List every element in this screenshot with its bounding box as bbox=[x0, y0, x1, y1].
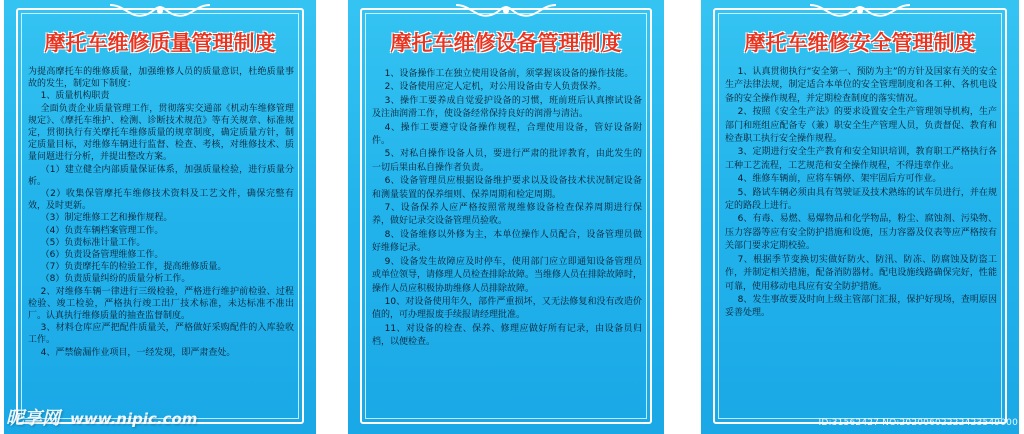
regulation-board-quality bbox=[4, 0, 316, 434]
paragraph: 6、设备管理员应根据设备维护要求以及设备技术状况制定设备和测量装置的保养细则、保养周期和检定周期。 bbox=[372, 176, 642, 200]
paragraph: 8、发生事故要及时向上级主管部门汇报，保护好现场，查明原因妥善处理。 bbox=[725, 294, 997, 319]
regulation-board-equipment bbox=[348, 0, 664, 434]
paragraph: 3、定期进行安全生产教育和安全知识培训，教育职工严格执行各工种工艺流程，工艺规范和安全操作规程，不得违章作业。 bbox=[725, 147, 997, 171]
board-title: 摩托车维修设备管理制度 bbox=[390, 30, 622, 55]
paragraph: （7）负责摩托车的检验工作，提高维修质量。 bbox=[40, 262, 227, 273]
paragraph: 8、设备维修以外修为主，本单位操作人员配合，设备管理员做好维修记录。 bbox=[372, 229, 642, 254]
paragraph: 2、按照《安全生产法》的要求设置安全生产管理领导机构，生产部门和班组应配备专（兼）职安全生产管理人员，负责督促、教育和检查职工执行安全操作规程。 bbox=[725, 107, 997, 145]
paragraph: 5、路试车辆必须由具有驾驶证及技术熟练的试车员进行，并在规定的路段上进行。 bbox=[725, 187, 997, 212]
regulation-board-safety bbox=[701, 0, 1019, 434]
board-title: 摩托车维修质量管理制度 bbox=[44, 30, 276, 55]
paragraph: （8）负责质量纠纷的质量分析工作。 bbox=[40, 274, 191, 285]
paragraph: 5、对私自操作设备人员，要进行严肃的批评教育，由此发生的一切后果由私自操作者负责。 bbox=[372, 149, 642, 173]
watermark-url: www.nipic.com bbox=[70, 410, 198, 428]
scroll-ornament-icon bbox=[105, 1, 215, 23]
paragraph: 11、对设备的检查、保养、修理应做好所有记录，由设备员归档，以便检查。 bbox=[372, 323, 642, 348]
site-watermark bbox=[6, 404, 197, 430]
board-body bbox=[372, 68, 642, 412]
image-id-label: ID:31562427 NO:20200602222423549000 bbox=[818, 418, 1018, 428]
paragraph: 4、操作工要遵守设备操作规程，合理使用设备，管好设备附件。 bbox=[372, 122, 642, 147]
paragraph: 2、对维修车辆一律进行三级检验，严格进行维护前检验、过程检验、竣工检验，严格执行竣工出厂技术标准，未达标准不准出厂。认真执行维修质量的抽查监督制度。 bbox=[28, 286, 294, 322]
paragraph: 7、设备保养人应严格按照常规维修设备检查保养周期进行保养，做好记录交设备管理员验收。 bbox=[372, 203, 642, 227]
scroll-ornament-icon bbox=[451, 1, 561, 23]
paragraph: 3、操作工要养成自觉爱护设备的习惯，班前班后认真擦试设备及注油润滑工作，使设备经常保持良好的润滑与清洁。 bbox=[372, 95, 642, 120]
paragraph: 1、认真贯彻执行“安全第一、预防为主”的方针及国家有关的安全生产法律法规，制定适合本单位的安全管理制度和各工种、各机电设备的安全操作规程，并定期检查制度的落实情况。 bbox=[725, 67, 997, 104]
paragraph: 为提高摩托车的维修质量，加强维修人员的质量意识，杜绝质量事故的发生，制定如下制度： bbox=[28, 67, 294, 90]
paragraph: 6、有毒、易燃、易爆物品和化学物品，粉尘、腐蚀剂、污染物、压力容器等应有安全防护措施和设施，压力容器及仪表等应严格按有关部门要求定期校验。 bbox=[725, 214, 997, 252]
paragraph: （3）制定维修工艺和操作规程。 bbox=[40, 213, 173, 224]
board-title: 摩托车维修安全管理制度 bbox=[744, 30, 976, 55]
paragraph: 7、根据季节变换切实做好防火、防汛、防冻、防腐蚀及防盗工作，并制定相关措施，配备消防器材。配电设施线路确保完好，性能可靠，使用移动电具应有安全防护措施。 bbox=[725, 254, 997, 292]
board-body bbox=[28, 66, 294, 408]
paragraph: 4、维修车辆前，应将车辆停、架牢固后方可作业。 bbox=[737, 174, 942, 185]
board-body bbox=[725, 66, 997, 412]
paragraph: （1）建立健全内部质量保证体系，加强质量检验，进行质量分析。 bbox=[28, 164, 294, 187]
paragraph: 4、严禁偷漏作业项目，一经发现，即严肃查处。 bbox=[40, 347, 236, 358]
paragraph: （6）负责设备管理维修工作。 bbox=[40, 250, 164, 261]
paragraph: （2）收集保管摩托车维修技术资料及工艺文件，确保完整有效，及时更新。 bbox=[28, 189, 294, 212]
watermark-brand: 昵享网 bbox=[6, 408, 60, 429]
paragraph: （5）负责标准计量工作。 bbox=[40, 237, 146, 248]
paragraph: 3、材料仓库应严把配件质量关，严格做好采购配件的入库验收工作。 bbox=[28, 323, 294, 346]
paragraph: 1、设备操作工在独立使用设备前，须掌握该设备的操作技能。 bbox=[384, 69, 634, 79]
paragraph: 1、质量机构职责 bbox=[40, 91, 110, 102]
paragraph: 全面负责企业质量管理工作，贯彻落实交通部《机动车维修管理规定》、《摩托车维护、检测、诊断技术规范》等有关规章、标准规定，贯彻执行有关摩托车维修质量的规章制度，确定质量方针，制定质量目标，对维修车辆进行监督、检查、考核，对维修技术、质量问题进行分析，并提出整改方案。 bbox=[28, 103, 294, 163]
paragraph: 9、设备发生故障应及时停车，使用部门应立即通知设备管理员或单位领导，请修理人员检查排除故障。当维修人员在排除故障时，操作人员应积极协助维修人员排除故障。 bbox=[372, 256, 642, 294]
paragraph: 2、设备使用应定人定机，对公用设备由专人负责保养。 bbox=[384, 82, 607, 93]
scroll-ornament-icon bbox=[805, 1, 915, 23]
paragraph: （4）负责车辆档案管理工作。 bbox=[40, 225, 164, 236]
paragraph: 10、对设备使用年久，部件严重损坏，又无法修复和没有改造价值的，可办理报废手续报请经理批准。 bbox=[372, 296, 642, 321]
